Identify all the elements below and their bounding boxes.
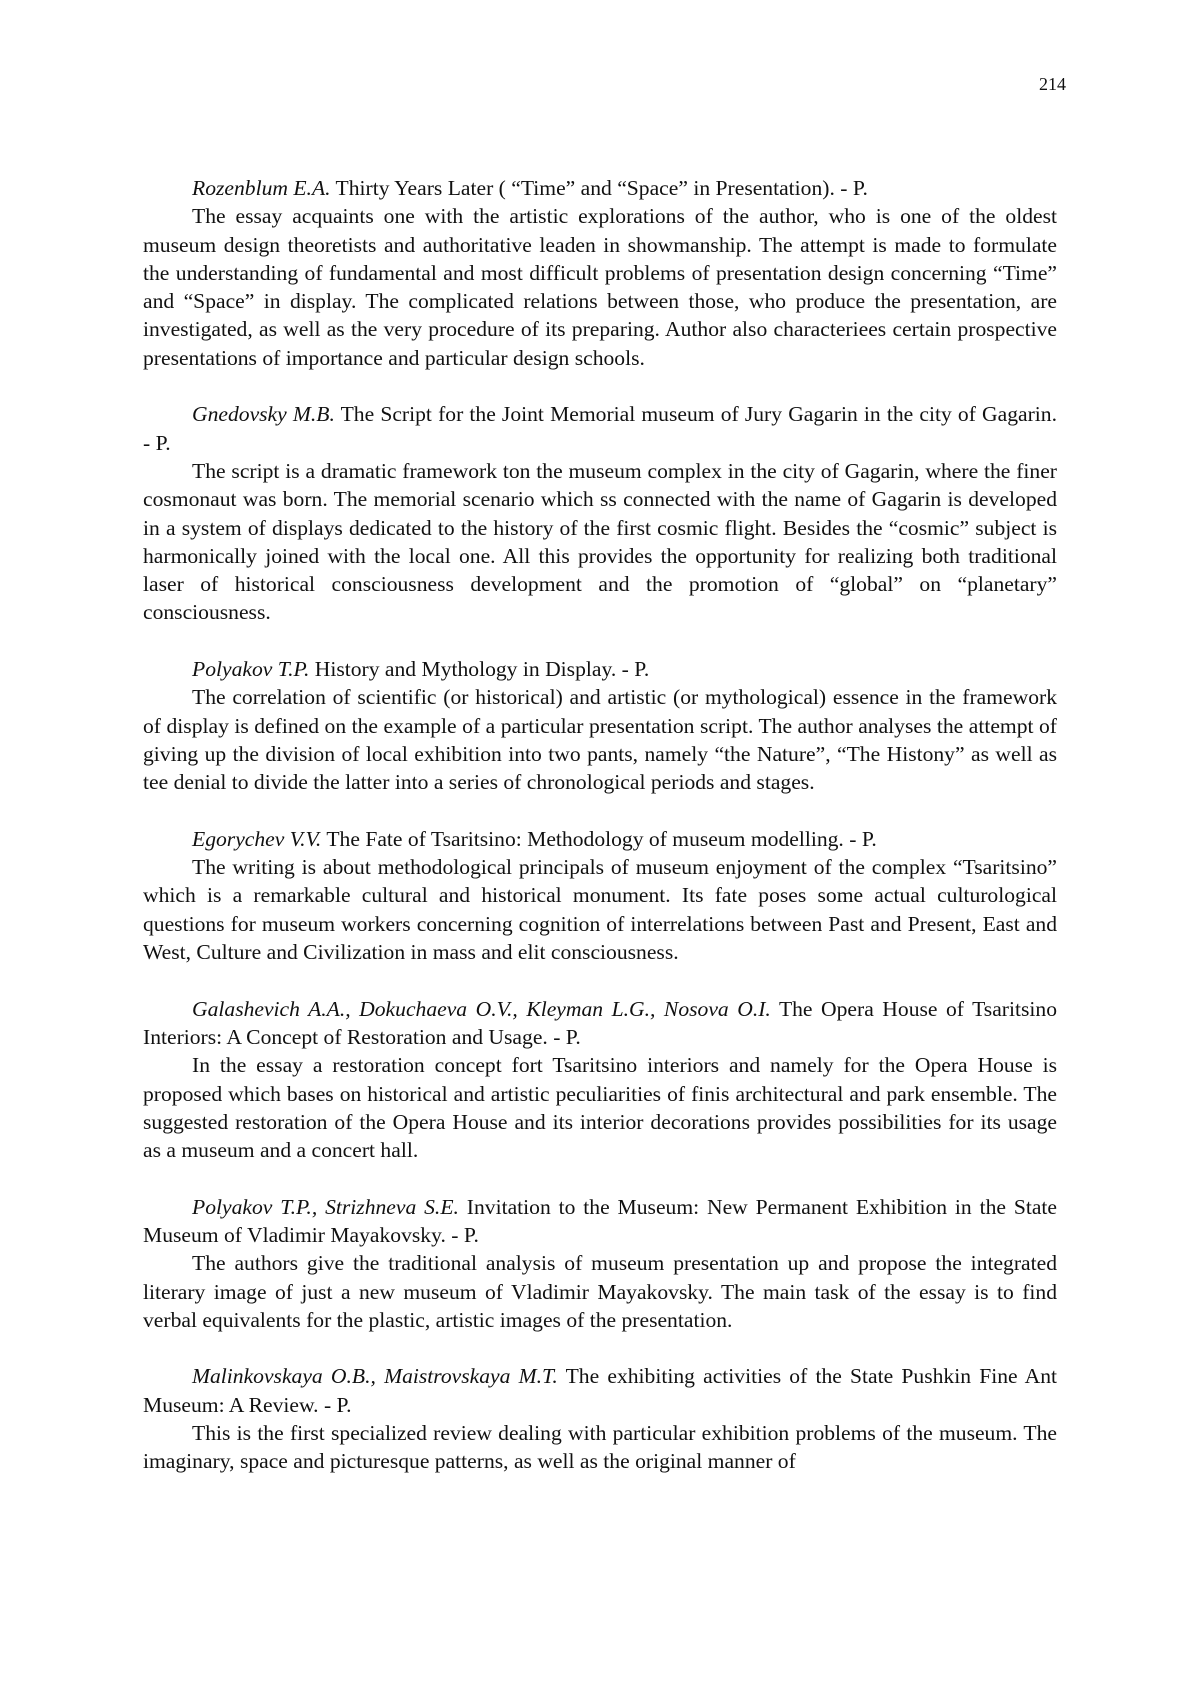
entry-abstract: The writing is about methodological principals of museum enjoyment of the complex “Tsaritsino” which is a remarkable cultural and historical monument. Its fate poses some actual culturological questions for museum workers concerning cognition of interrelations between Past and Present, East and West, Culture and Civilization in mass and elit consciousness. xyxy=(143,855,1057,965)
entry-authors: Polyakov T.P. xyxy=(192,657,310,682)
abstract-entry xyxy=(143,825,1057,966)
entry-title: Thirty Years Later ( “Time” and “Space” in Presentation). - P. xyxy=(330,176,868,200)
abstract-entry xyxy=(143,1193,1057,1334)
entry-authors: Gnedovsky M.B. xyxy=(192,402,335,427)
entry-title: The Opera House of Tsaritsino Interiors: A Concept of Restoration and Usage. - P. xyxy=(143,996,1057,1049)
abstract-entry xyxy=(143,400,1057,626)
entry-title: History and Mythology in Display. - P. xyxy=(309,657,650,682)
entry-abstract: The script is a dramatic framework ton the museum complex in the city of Gagarin, where the finer cosmonaut was born. The memorial scenario which ss connected with the name of Gagarin is developed in a system of displays dedicated to the history of the first cosmic flight. Besides the “cosmic” subject is harmonically joined with the local one. All this provides the opportunity for realizing both traditional laser of historical consciousness development and the promotion of “global” on “planetary” consciousness. xyxy=(143,458,1057,625)
entry-heading xyxy=(143,1362,1057,1419)
entry-heading xyxy=(143,825,1057,853)
entry-heading xyxy=(143,995,1057,1052)
entry-heading xyxy=(143,655,1057,683)
entry-title: The exhibiting activities of the State Pushkin Fine Ant Museum: A Review. - P. xyxy=(143,1364,1057,1417)
entry-heading xyxy=(143,174,1057,202)
entry-abstract: The authors give the traditional analysis of museum presentation up and propose the integrated literary image of just a new museum of Vladimir Mayakovsky. The main task of the essay is to find verbal equivalents for the plastic, artistic images of the presentation. xyxy=(143,1251,1057,1332)
entry-heading xyxy=(143,400,1057,457)
entry-authors: Malinkovskaya O.B., Maistrovskaya M.T. xyxy=(192,1364,558,1389)
entry-title: The Script for the Joint Memorial museum of Jury Gagarin in the city of Gagarin. - P. xyxy=(143,402,1057,455)
abstract-entry xyxy=(143,655,1057,796)
page-number: 214 xyxy=(1039,74,1066,94)
entry-abstract: This is the first specialized review dealing with particular exhibition problems of the museum. The imaginary, space and picturesque patterns, as well as the original manner of xyxy=(143,1421,1057,1474)
entry-abstract: In the essay a restoration concept fort Tsaritsino interiors and namely for the Opera House is proposed which bases on historical and artistic peculiarities of finis architectural and park ensemble. The suggested restoration of the Opera House and its interior decorations provides possibilities for its usage as a museum and a concert hall. xyxy=(143,1053,1057,1163)
abstract-entry xyxy=(143,174,1057,372)
abstract-entry xyxy=(143,995,1057,1165)
entry-heading xyxy=(143,1193,1057,1250)
entry-abstract: The correlation of scientific (or historical) and artistic (or mythological) essence in the framework of display is defined on the example of a particular presentation script. The author analyses the attempt of giving up the division of local exhibition into two pants, namely “the Nature”, “The Histony” as well as tee denial to divide the latter into a series of chronological periods and stages. xyxy=(143,685,1057,795)
entry-authors: Polyakov T.P., Strizhneva S.E. xyxy=(192,1194,459,1219)
entry-authors: Rozenblum E.A. xyxy=(192,176,331,200)
entry-abstract: The essay acquaints one with the artistic explorations of the author, who is one of the oldest museum design theoretists and authoritative leaden in showmanship. The attempt is made to formulate the understanding of fundamental and most difficult problems of presentation design concerning “Time” and “Space” in display. The complicated relations between those, who produce the presentation, are investigated, as well as the very procedure of its preparing. Author also characteriees certain prospective presentations of importance and particular design schools. xyxy=(143,204,1057,370)
abstracts-list xyxy=(143,174,1057,1504)
entry-authors: Egorychev V.V. xyxy=(192,826,322,851)
entry-authors: Galashevich A.A., Dokuchaeva O.V., Kleyman L.G., Nosova O.I. xyxy=(192,996,771,1021)
entry-title: Invitation to the Museum: New Permanent Exhibition in the State Museum of Vladimir Mayakovsky. - P. xyxy=(143,1194,1058,1247)
abstract-entry xyxy=(143,1362,1057,1475)
entry-title: The Fate of Tsaritsino: Methodology of museum modelling. - P. xyxy=(321,826,877,851)
